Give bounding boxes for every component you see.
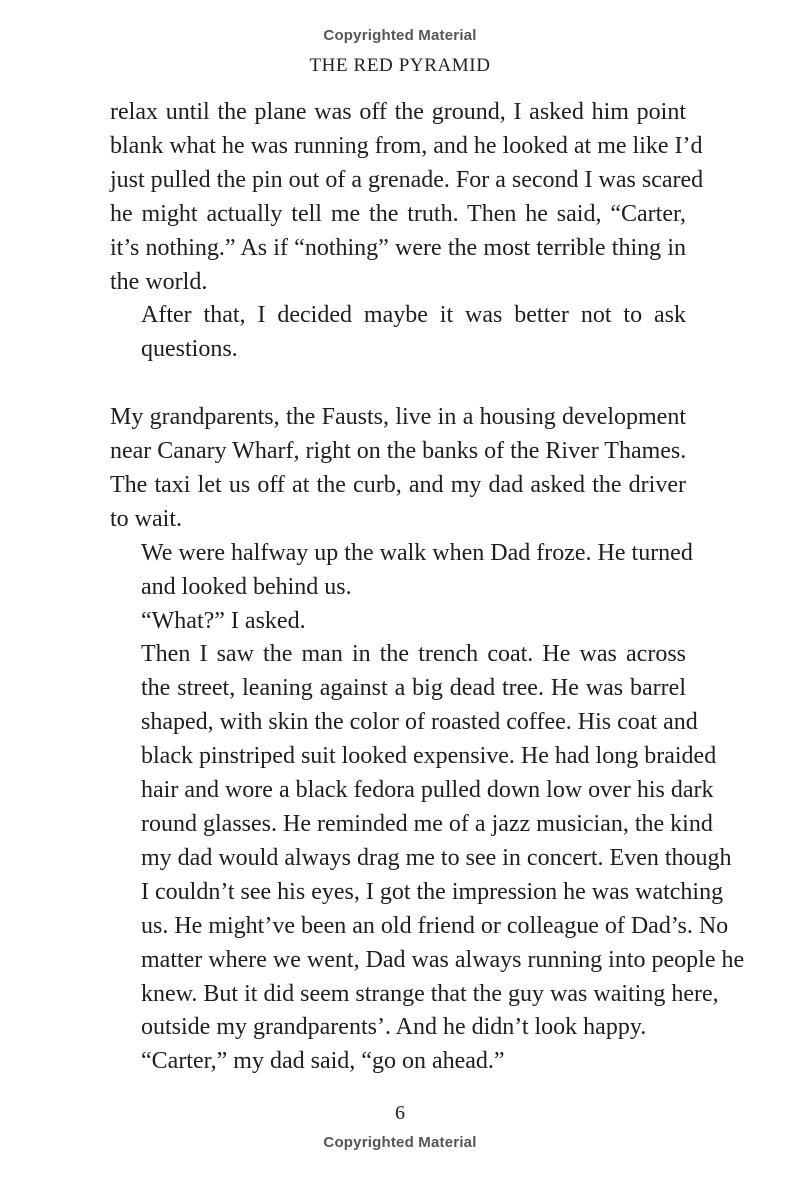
page-number: 6	[395, 1102, 405, 1124]
paragraph	[110, 638, 745, 1045]
text-line: After that, I decided maybe it was better not to ask	[141, 302, 686, 329]
paragraph	[110, 1045, 686, 1079]
copyright-notice-top: Copyrighted Material	[323, 27, 477, 44]
paragraph	[110, 537, 693, 605]
text-line: the street, leaning against a big dead tree. He was barrel	[141, 675, 686, 702]
text-line: blank what he was running from, and he looked at me like I’d	[110, 132, 703, 159]
text-line: the world.	[110, 268, 208, 295]
text-line: us. He might’ve been an old friend or colleague of Dad’s. No	[141, 912, 729, 939]
copyright-notice-bottom: Copyrighted Material	[323, 1134, 477, 1151]
text-line: round glasses. He reminded me of a jazz musician, the kind	[141, 811, 713, 838]
text-line: he might actually tell me the truth. Then he said, “Carter,	[110, 200, 686, 227]
text-line: black pinstriped suit looked expensive. He had long braided	[141, 743, 717, 770]
running-head-title: THE RED PYRAMID	[309, 55, 491, 76]
text-line: I couldn’t see his eyes, I got the impression he was watching	[141, 878, 724, 905]
paragraph	[110, 605, 686, 639]
text-line: Then I saw the man in the trench coat. He was across	[141, 641, 686, 668]
text-line: shaped, with skin the color of roasted coffee. His coat and	[141, 709, 698, 736]
text-line: My grandparents, the Fausts, live in a housing development	[110, 404, 686, 431]
text-line: it’s nothing.” As if “nothing” were the most terrible thing in	[110, 234, 686, 261]
paragraph	[110, 299, 686, 367]
text-line: near Canary Wharf, right on the banks of the River Thames.	[110, 438, 687, 465]
text-line: just pulled the pin out of a grenade. For a second I was scared	[110, 166, 704, 193]
text-line: outside my grandparents’. And he didn’t look happy.	[141, 1014, 647, 1041]
text-line: We were halfway up the walk when Dad froze. He turned	[141, 539, 693, 566]
text-line: knew. But it did seem strange that the guy was waiting here,	[141, 980, 719, 1007]
text-line: relax until the plane was off the ground, I asked him point	[110, 99, 686, 125]
paragraph	[110, 401, 686, 537]
text-line: to wait.	[110, 505, 182, 532]
text-line: my dad would always drag me to see in concert. Even though	[141, 844, 732, 871]
body-text	[110, 96, 745, 1079]
text-line: hair and wore a black fedora pulled down low over his dark	[141, 777, 714, 804]
text-line: “Carter,” my dad said, “go on ahead.”	[141, 1048, 505, 1075]
text-line: questions.	[141, 336, 238, 363]
text-line: The taxi let us off at the curb, and my dad asked the driver	[110, 471, 686, 498]
section-break	[110, 367, 686, 401]
text-line: “What?” I asked.	[141, 607, 306, 634]
paragraph	[110, 96, 704, 299]
text-line: matter where we went, Dad was always running into people he	[141, 946, 745, 973]
text-line: and looked behind us.	[141, 573, 352, 600]
